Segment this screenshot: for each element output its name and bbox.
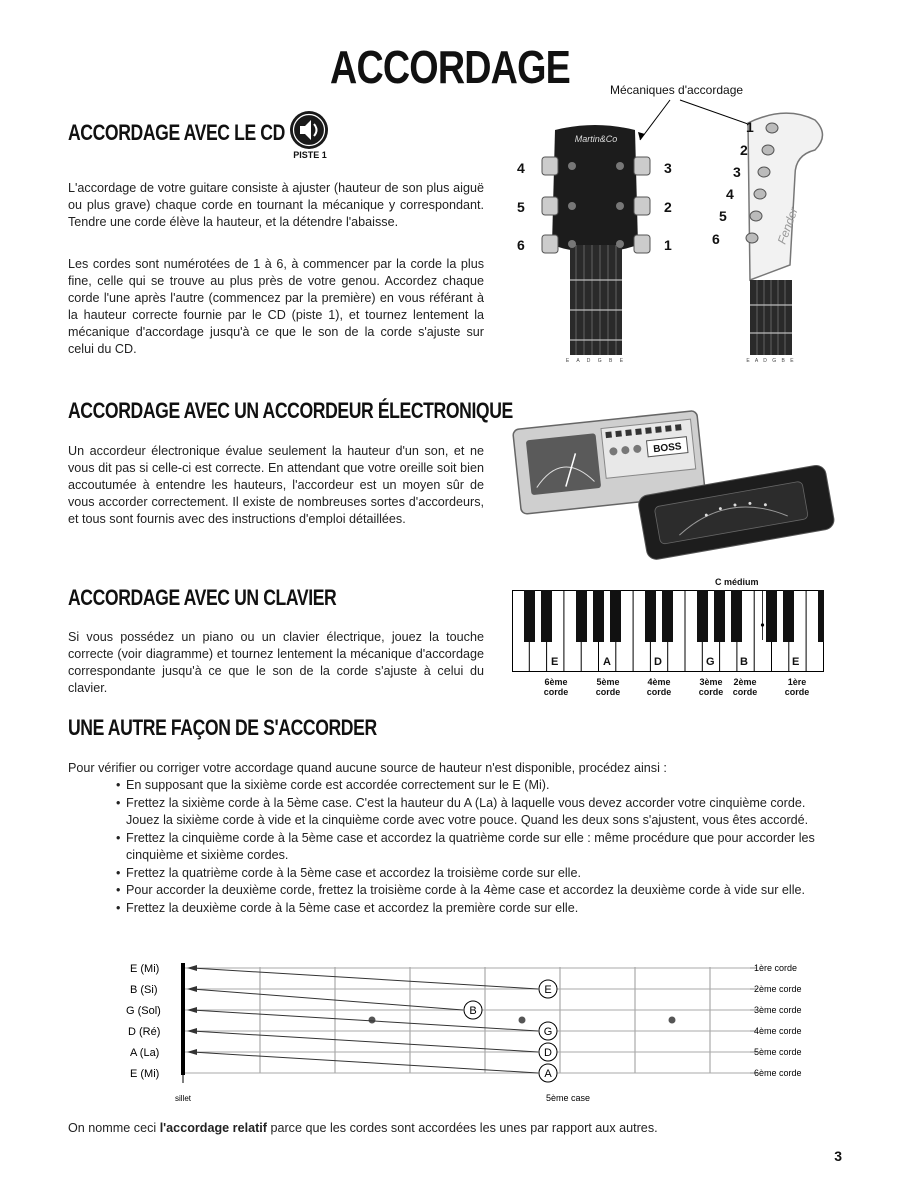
circled-note: E (544, 984, 552, 996)
acoustic-brand: Martin&Co (574, 134, 618, 144)
tuner-brand: BOSS (652, 441, 683, 456)
key-note-b: B (740, 656, 748, 668)
middle-c-label: C médium (715, 577, 759, 587)
string-note-label: D (Ré) (128, 1026, 161, 1038)
string-name-label: 1ère corde (754, 963, 798, 973)
electronic-tuner-illustration (505, 385, 835, 560)
page-number: 3 (834, 1148, 842, 1164)
key-note-e6: E (551, 656, 559, 668)
peg-number: 3 (733, 164, 741, 180)
peg-number: 6 (712, 231, 720, 247)
cd-paragraph-2: Les cordes sont numérotées de 1 à 6, à commencer par la corde la plus fine, celle qui se trouve au plus près de votre genou. Accordez chaque corde l'une après l'autre (commencez par la première) en vous référant à la hauteur correcte fournie par le CD (piste 1), et tournez lentement la mécanique d'accordage jusqu'à ce que le son de la corde s'ajuste sur celui du CD. (68, 257, 484, 356)
keyboard-paragraph: Si vous possédez un piano ou un clavier électrique, jouez la touche correcte (voir diagramme) et tournez lentement la mécanique d'accordage correspondante jusqu'à ce que le son de la corde s'ajuste à celui du clavier. (68, 630, 484, 695)
string-name-label: 3ème corde (754, 1005, 802, 1015)
peg-number: 1 (664, 237, 672, 253)
peg-number: 5 (719, 208, 727, 224)
electric-nut-letters: E A D G B E (746, 358, 796, 364)
heading-relative: UNE AUTRE FAÇON DE S'ACCORDER (68, 715, 377, 740)
tuner-paragraph: Un accordeur électronique évalue seulement la hauteur d'un son, et ne vous dit pas si celle-ci est correcte. En attendant que votre oreille soit bien accoutumée à entendre les hauteurs, l'accordeur est un moyen sûr de vous accorder correctement. Il existe de nombreuses sortes d'accordeurs, et tous sont fournis avec des instructions d'emploi détaillées. (68, 444, 484, 526)
peg-number: 4 (517, 160, 525, 176)
circled-note: A (544, 1068, 552, 1080)
fret5-label: 5ème case (545, 1093, 591, 1103)
closing-sentence: On nomme ceci l'accordage relatif parce que les cordes sont accordées les unes par rapport aux autres. (68, 1121, 658, 1135)
key-note-a: A (603, 656, 611, 668)
string-note-label: E (Mi) (130, 963, 160, 975)
relative-intro: Pour vérifier ou corriger votre accordage quand aucune source de hauteur n'est disponible, procédez ainsi : (68, 761, 667, 775)
string-name-label: 2ème corde (754, 984, 802, 994)
circled-note: D (544, 1047, 552, 1059)
string-note-label: E (Mi) (130, 1068, 160, 1080)
speaker-icon (289, 110, 329, 150)
tuning-pegs-caption: Mécaniques d'accordage (610, 83, 744, 97)
heading-cd: ACCORDAGE AVEC LE CD (68, 120, 285, 145)
key-note-d: D (654, 656, 662, 668)
peg-number: 1 (746, 119, 754, 135)
string-note-label: G (Sol) (126, 1005, 161, 1017)
headstock-illustration (510, 95, 840, 365)
keyboard-diagram (512, 590, 824, 672)
page-title: ACCORDAGE (330, 41, 570, 93)
key-string-label: 6ème corde (543, 677, 569, 697)
list-item: • Pour accorder la deuxième corde, frettez la troisième corde à la 4ème case et accordez la deuxième corde à vide sur elle. (116, 882, 836, 900)
key-string-label: 3ème corde (698, 677, 724, 697)
circled-note: B (469, 1005, 477, 1017)
peg-number: 5 (517, 199, 525, 215)
list-item: • Frettez la cinquième corde à la 5ème case et accordez la quatrième corde sur elle : même procédure que pour accorder les cinquième et sixième cordes. (116, 830, 836, 865)
peg-number: 2 (664, 199, 672, 215)
key-note-e1: E (792, 656, 800, 668)
key-string-label: 5ème corde (595, 677, 621, 697)
peg-number: 3 (664, 160, 672, 176)
list-item: • Frettez la quatrième corde à la 5ème case et accordez la troisième corde sur elle. (116, 865, 836, 883)
key-note-g: G (706, 656, 715, 668)
string-name-label: 6ème corde (754, 1068, 802, 1078)
relative-tuning-fretboard (60, 955, 840, 1110)
key-string-label: 4ème corde (646, 677, 672, 697)
cd-paragraph-1: L'accordage de votre guitare consiste à ajuster (hauteur de son plus aiguë ou plus grave) chaque corde en tournant la mécanique y correspondant. Tendre une corde élève la hauteur, et la détendre l'abaisse. (68, 181, 484, 229)
peg-number: 4 (726, 186, 734, 202)
acoustic-nut-letters: E A D G B E (565, 358, 627, 364)
peg-number: 2 (740, 142, 748, 158)
key-string-label: 2ème corde (732, 677, 758, 697)
string-name-label: 5ème corde (754, 1047, 802, 1057)
track-label: PISTE 1 (293, 150, 327, 160)
electric-brand: Fender (774, 205, 801, 247)
list-item: • Frettez la sixième corde à la 5ème case. C'est la hauteur du A (La) à laquelle vous devez accorder votre cinquième corde. Jouez la sixième corde à vide et la cinquième corde avec votre pouce. Quand les deux sons s'ajustent, vous êtes accordé. (116, 795, 836, 830)
relative-tuning-term: l'accordage relatif (159, 1121, 267, 1135)
key-string-label: 1ère corde (784, 677, 810, 697)
string-note-label: B (Si) (130, 984, 158, 996)
nut-label: sillet (174, 1094, 192, 1103)
circled-note: G (543, 1026, 553, 1038)
heading-tuner: ACCORDAGE AVEC UN ACCORDEUR ÉLECTRONIQUE (68, 398, 513, 423)
heading-keyboard: ACCORDAGE AVEC UN CLAVIER (68, 585, 337, 610)
relative-steps-list (116, 777, 836, 917)
list-item: • En supposant que la sixième corde est accordée correctement sur le E (Mi). (116, 777, 836, 795)
string-name-label: 4ème corde (754, 1026, 802, 1036)
list-item: • Frettez la deuxième corde à la 5ème case et accordez la première corde sur elle. (116, 900, 836, 918)
peg-number: 6 (517, 237, 525, 253)
string-note-label: A (La) (130, 1047, 160, 1059)
